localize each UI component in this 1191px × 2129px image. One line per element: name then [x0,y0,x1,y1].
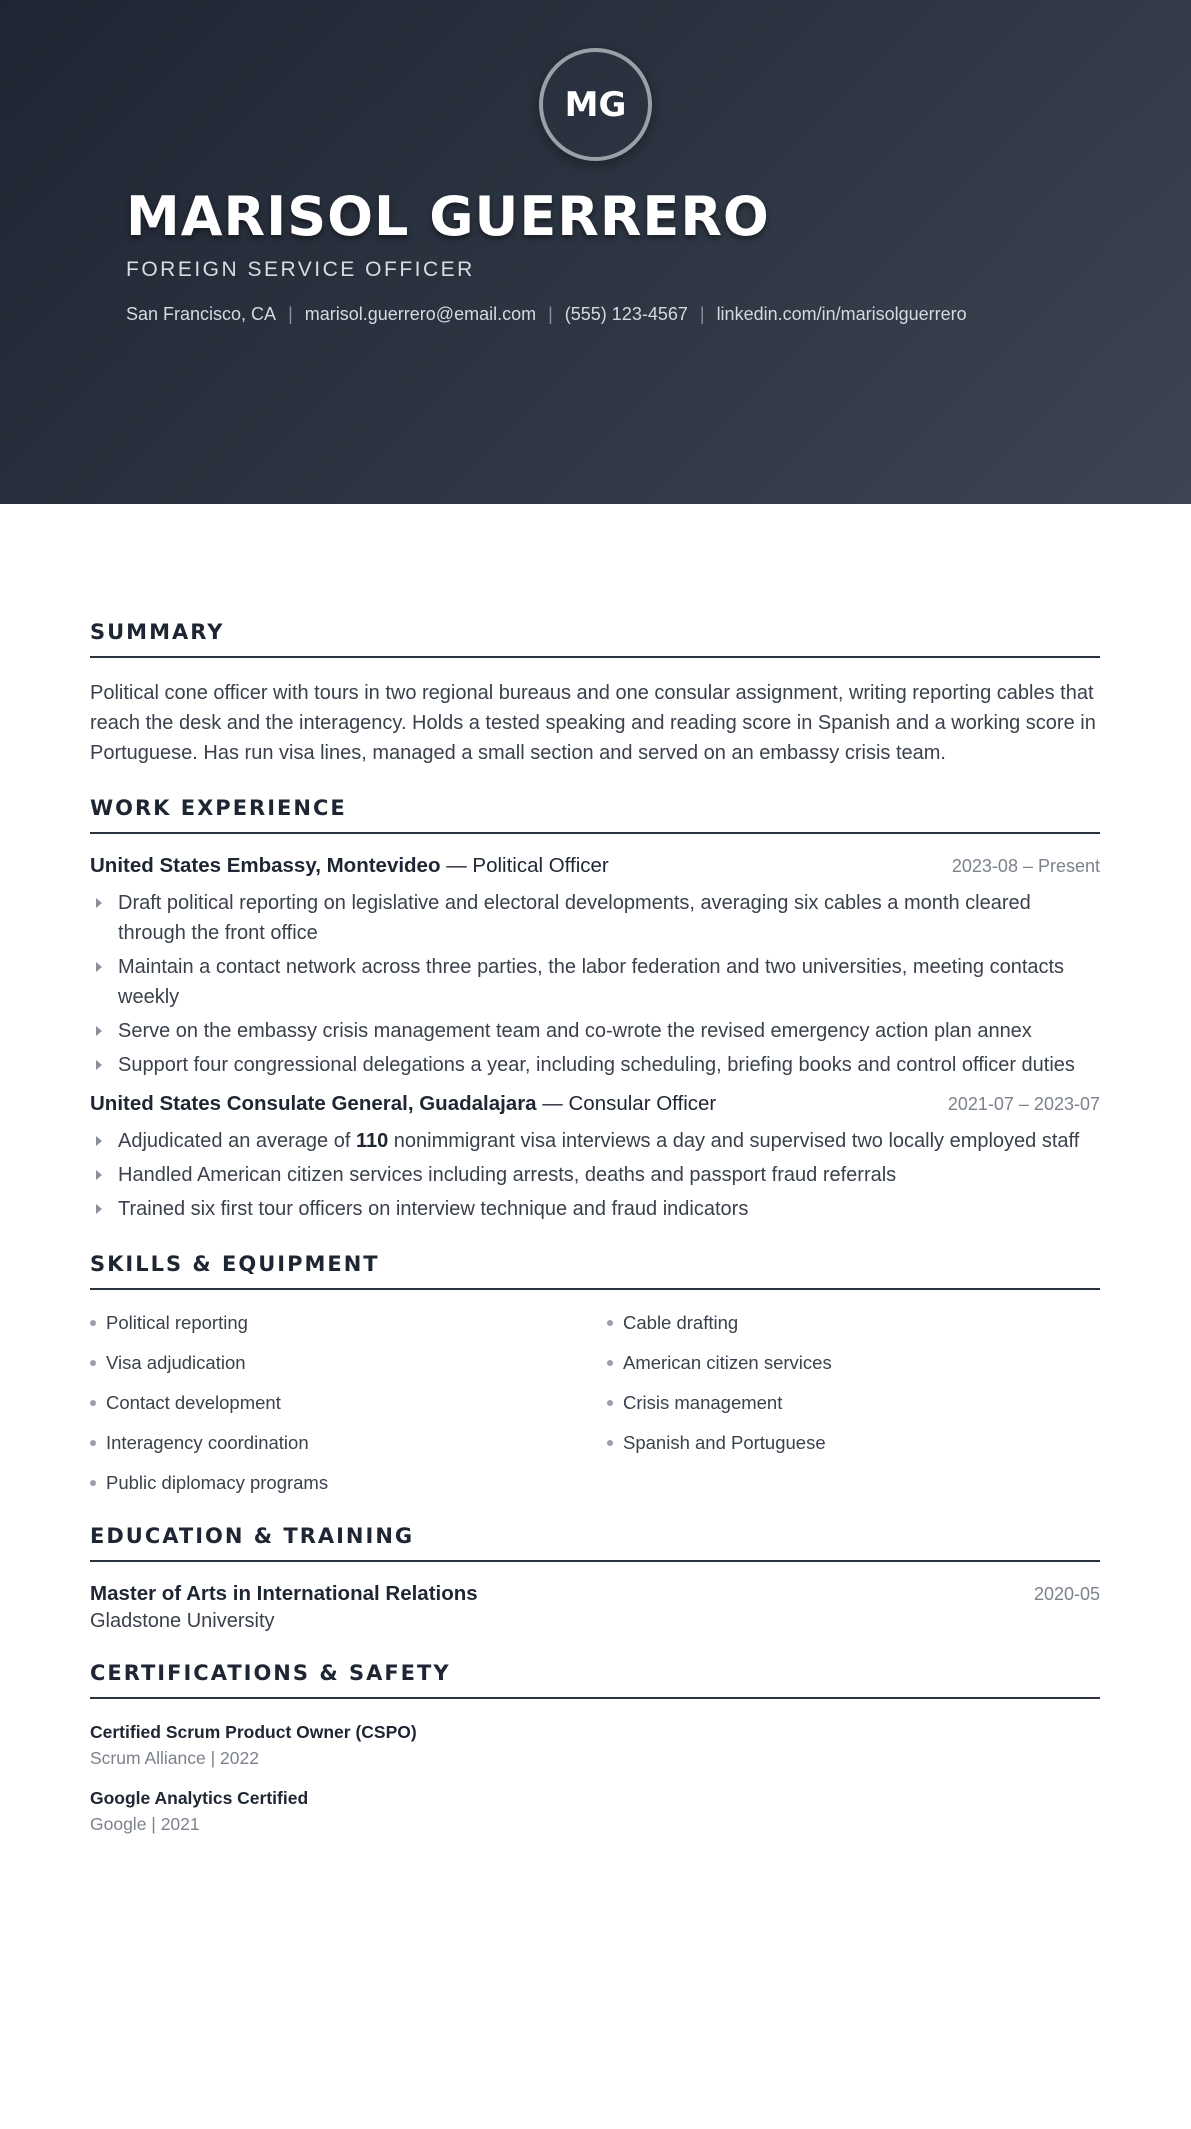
resume-body [90,620,1100,1865]
contact-separator: | [699,304,705,324]
bullet-item: Maintain a contact network across three parties, the labor federation and two universities, meeting contacts weekly [90,952,1100,1012]
skill-item: Spanish and Portuguese [607,1430,1100,1456]
candidate-name: MARISOL GUERRERO [126,185,770,248]
triangle-bullet-icon [96,898,102,908]
job-entry [90,1092,1100,1224]
contact-separator: | [288,304,293,324]
highlight-number: 110 [355,1130,389,1152]
bullet-item: Trained six first tour officers on interview technique and fraud indicators [90,1194,1100,1224]
dot-bullet-icon [90,1400,96,1406]
section-heading: EDUCATION & TRAINING [90,1524,1100,1562]
triangle-bullet-icon [96,1060,102,1070]
job-dates: 2023-08 – Present [951,856,1100,876]
triangle-bullet-icon [96,1204,102,1214]
certifications-section [90,1661,1100,1837]
bullet-item: Support four congressional delegations a year, including scheduling, briefing books and control officer duties [90,1050,1100,1080]
job-role: Political Officer [472,854,609,877]
bullet-item: Serve on the embassy crisis management team and co-wrote the revised emergency action plan annex [90,1016,1100,1046]
dot-bullet-icon [90,1320,96,1326]
triangle-bullet-icon [96,962,102,972]
certification-item [90,1719,1100,1771]
contact-email[interactable]: marisol.guerrero@email.com [304,304,537,324]
contact-separator: | [548,304,553,324]
job-heading [90,854,609,878]
section-heading: SUMMARY [90,620,1100,658]
avatar: MG [539,48,652,161]
contact-linkedin[interactable]: linkedin.com/in/marisolguerrero [716,304,967,324]
dot-bullet-icon [607,1440,613,1446]
job-dates: 2021-07 – 2023-07 [947,1094,1100,1114]
section-heading: SKILLS & EQUIPMENT [90,1252,1100,1290]
degree-title: Master of Arts in International Relations [90,1582,478,1605]
dot-bullet-icon [90,1440,96,1446]
skills-section [90,1252,1100,1496]
dot-bullet-icon [90,1360,96,1366]
experience-section [90,796,1100,1224]
skill-item: Political reporting [90,1310,607,1336]
skill-item: Contact development [90,1390,607,1416]
certification-meta: Scrum Alliance | 2022 [90,1748,259,1768]
skill-item: Cable drafting [607,1310,1100,1336]
skill-item: Public diplomacy programs [90,1470,607,1496]
job-bullets [90,1126,1100,1224]
summary-text: Political cone officer with tours in two regional bureaus and one consular assignment, writing reporting cables that reach the desk and the interagency. Holds a tested speaking and reading score in Spanish and a working score in Portuguese. Has run visa lines, managed a small section and served on an embassy crisis team. [90,682,1096,764]
job-heading [90,1092,716,1116]
job-title: FOREIGN SERVICE OFFICER [126,258,475,281]
bullet-item: Draft political reporting on legislative and electoral developments, averaging six cables a month cleared through the front office [90,888,1100,948]
triangle-bullet-icon [96,1026,102,1036]
job-role: Consular Officer [568,1092,717,1115]
dot-bullet-icon [90,1480,96,1486]
dot-bullet-icon [607,1400,613,1406]
certification-item [90,1785,1100,1837]
contact-line [126,304,967,325]
summary-section [90,620,1100,768]
section-heading: CERTIFICATIONS & SAFETY [90,1661,1100,1699]
bullet-item: Adjudicated an average of 110 nonimmigrant visa interviews a day and supervised two locally employed staff [90,1126,1100,1156]
employer: United States Consulate General, Guadalajara [90,1092,537,1115]
job-entry [90,854,1100,1080]
school-name: Gladstone University [90,1610,275,1632]
skill-item: Visa adjudication [90,1350,607,1376]
education-section [90,1524,1100,1633]
contact-location: San Francisco, CA [126,304,277,324]
bullet-item: Handled American citizen services including arrests, deaths and passport fraud referrals [90,1160,1100,1190]
resume-header [0,0,1191,504]
triangle-bullet-icon [96,1136,102,1146]
employer: United States Embassy, Montevideo [90,854,441,877]
certification-name: Certified Scrum Product Owner (CSPO) [90,1722,417,1742]
contact-phone[interactable]: (555) 123-4567 [564,304,688,324]
certification-name: Google Analytics Certified [90,1788,309,1808]
dot-bullet-icon [607,1320,613,1326]
dot-bullet-icon [607,1360,613,1366]
section-heading: WORK EXPERIENCE [90,796,1100,834]
triangle-bullet-icon [96,1170,102,1180]
skill-item: Interagency coordination [90,1430,607,1456]
job-bullets [90,888,1100,1080]
skill-item: American citizen services [607,1350,1100,1376]
title-dash: — [446,854,467,877]
education-date: 2020-05 [1033,1584,1100,1604]
skills-grid [90,1310,1100,1496]
skill-item: Crisis management [607,1390,1100,1416]
certification-meta: Google | 2021 [90,1814,200,1834]
title-dash: — [542,1092,563,1115]
